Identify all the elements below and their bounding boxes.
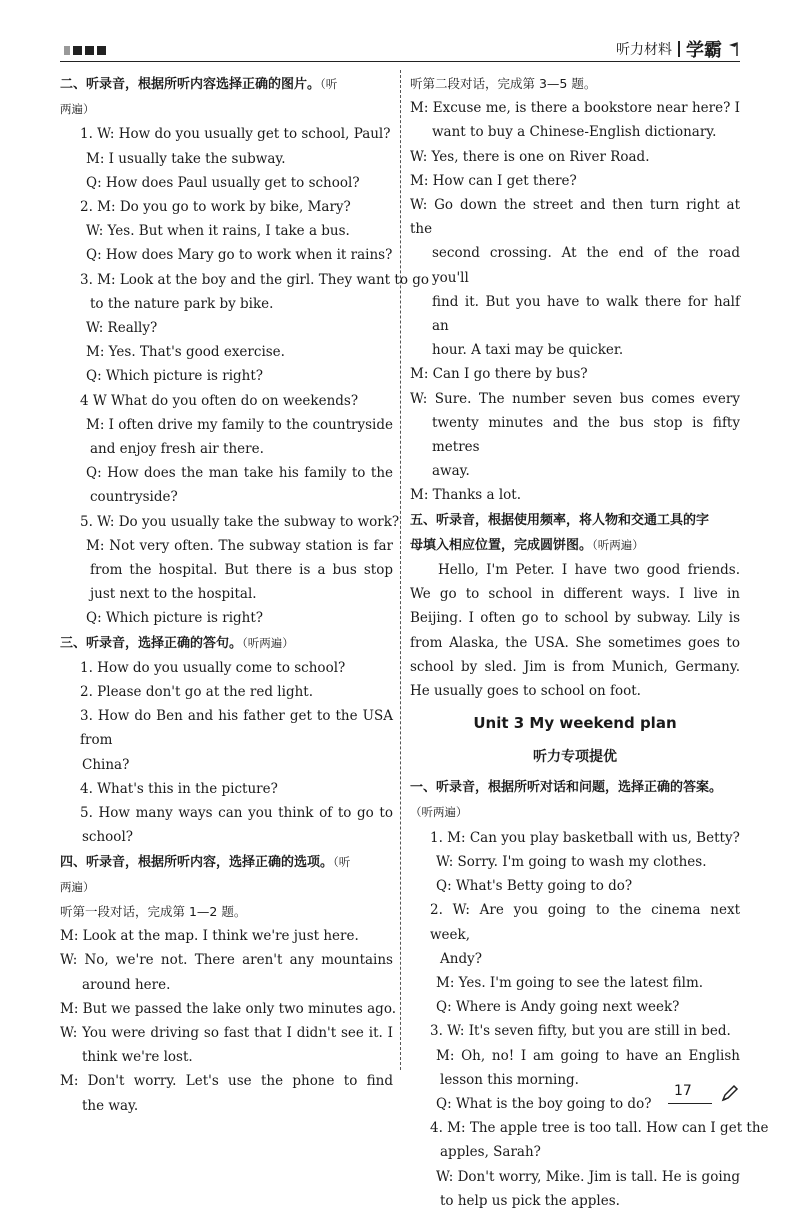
listen-times-note: （听 [333,854,351,869]
listen-times-note: （听 [320,77,338,91]
section-heading [410,533,740,558]
transcript-line: W: Sure. The number seven bus comes every [410,390,740,407]
transcript-line: Q: Where is Andy going next week? [436,999,680,1016]
transcript-line: Q: How does Mary go to work when it rains? [86,247,393,264]
section-heading [60,875,393,900]
header-squares-decoration [64,46,106,55]
transcript-line: 4. What's this in the picture? [80,780,278,797]
transcript-line: Q: What's Betty going to do? [436,878,633,895]
transcript-line: 4. M: The apple tree is too tall. How can I get the [430,1120,769,1137]
page-header [60,36,740,62]
transcript-line: around here. [82,976,171,993]
transcript-line: second crossing. At the end of the road you'll [432,245,740,286]
section-subheading: 听力专项提优 [533,749,617,766]
transcript-line: W: You were driving so fast that I didn't see it. I [60,1024,393,1041]
transcript-line: and enjoy fresh air there. [90,441,264,458]
transcript-line: 2. Please don't go at the red light. [80,684,314,701]
transcript-line: M: I usually take the subway. [86,150,286,167]
listen-times-note: （听两遍） [410,805,468,820]
transcript-line: find it. But you have to walk there for half an [432,293,740,335]
right-column-top [410,72,740,558]
header-right [616,36,740,62]
listen-times-note: （听两遍） [242,635,294,650]
pencil-icon [720,1083,740,1103]
listen-times-note: 两遍） [60,879,95,894]
listen-times-note: （听两遍） [592,537,644,552]
transcript-line: W: Go down the street and then turn right at the [410,197,740,238]
transcript-line: Q: Which picture is right? [86,368,264,385]
transcript-line: hour. A taxi may be quicker. [432,342,624,359]
transcript-line: school? [82,829,133,846]
transcript-line: just next to the hospital. [90,586,257,603]
transcript-line: apples, Sarah? [440,1144,541,1161]
transcript-line: M: But we passed the lake only two minutes ago. [60,1000,396,1017]
transcript-line: countryside? [90,489,178,506]
section-heading [410,775,740,800]
transcript-line: 1. How do you usually come to school? [80,659,346,676]
section-heading [410,508,740,533]
right-column [410,72,769,1213]
transcript-line: 4 W What do you often do on weekends? [80,392,359,409]
listen-times-note: 两遍） [60,102,95,117]
transcript-line: M: Don't worry. Let's use the phone to find [60,1073,393,1090]
brand-logo: 学霸 [686,40,722,61]
transcript-line: twenty minutes and the bus stop is fifty metres [432,414,740,456]
transcript-line: 3. How do Ben and his father get to the USA from [80,708,393,749]
transcript-line: Andy? [440,950,482,967]
transcript-line: 3. W: It's seven fifty, but you are still in bed. [430,1023,731,1040]
transcript-line: to help us pick the apples. [440,1192,620,1209]
section-heading [410,800,740,825]
transcript-line: want to buy a Chinese-English dictionary. [432,124,717,141]
footer-rule [668,1103,712,1104]
transcript-line: China? [82,756,130,773]
transcript-line: W: Yes. But when it rains, I take a bus. [86,223,350,240]
transcript-line: W: Sorry. I'm going to wash my clothes. [436,853,707,870]
section-heading [60,97,393,122]
transcript-line: Q: How does Paul usually get to school? [86,174,360,191]
transcript-line: W: Yes, there is one on River Road. [410,148,650,165]
transcript-line: the way. [82,1097,139,1114]
transcript-line: lesson this morning. [440,1071,579,1088]
transcript-line: from the hospital. But there is a bus stop [90,562,393,579]
column-divider [400,70,401,1070]
unit-title: Unit 3 My weekend plan [473,714,677,733]
section-heading-text: 五、听录音，根据使用频率，将人物和交通工具的字 [410,512,710,528]
page-footer [668,1083,740,1105]
section-heading-text: 四、听录音，根据所听内容，选择正确的选项。 [60,854,334,870]
section-heading-text: 母填入相应位置，完成圆饼图。 [410,537,593,553]
transcript-line: 2. M: Do you go to work by bike, Mary? [80,199,351,216]
dialogue-instruction: 听第一段对话，完成第 1—2 题。 [60,903,247,919]
transcript-line: Q: What is the boy going to do? [436,1095,652,1112]
transcript-line: M: Yes. I'm going to see the latest film. [436,974,704,991]
transcript-line: 5. W: Do you usually take the subway to work? [80,513,400,530]
header-separator [678,41,680,57]
right-column-bottom [410,775,769,1213]
transcript-line: M: Look at the map. I think we're just here. [60,928,359,945]
page-number: 17 [674,1083,692,1099]
transcript-line: M: Not very often. The subway station is far [86,537,393,554]
transcript-line: M: Yes. That's good exercise. [86,344,285,361]
transcript-line: 5. How many ways can you think of to go to [80,805,393,822]
section-heading-text: 一、听录音，根据所听对话和问题，选择正确的答案。 [410,780,723,796]
listening-passage: Hello, I'm Peter. I have two good friends. We go to school in different ways. I live in Beijing. I often go to school by subway. Lily is from Alaska, the USA. She sometimes goes to school by sled. Jim is from Munich, Germany. He usually goes to school on foot. [410,562,740,700]
transcript-line: 1. W: How do you usually get to school, Paul? [80,126,391,143]
transcript-line: Q: How does the man take his family to the [86,465,393,482]
transcript-line: M: Thanks a lot. [410,487,522,504]
transcript-line: W: Don't worry, Mike. Jim is tall. He is going [436,1168,740,1185]
section-heading-text: 二、听录音，根据所听内容选择正确的图片。 [60,77,321,92]
transcript-line: away. [432,463,470,480]
transcript-line: W: Really? [86,320,158,337]
dialogue-instruction: 听第二段对话，完成第 3—5 题。 [410,76,597,91]
transcript-line: W: No, we're not. There aren't any mountains [60,952,393,969]
transcript-line: M: How can I get there? [410,172,577,189]
section-heading [60,850,393,875]
transcript-line: M: Oh, no! I am going to have an English [436,1047,740,1064]
transcript-line: think we're lost. [82,1049,193,1066]
transcript-line: M: Excuse me, is there a bookstore near here? I [410,100,740,117]
section-heading-text: 三、听录音，选择正确的答句。 [60,635,243,651]
header-rule [60,61,740,62]
transcript-line: 3. M: Look at the boy and the girl. They want to go [80,271,430,288]
section-heading [60,631,393,656]
transcript-line: 1. M: Can you play basketball with us, Betty? [430,829,740,846]
graduation-cap-icon [728,41,740,57]
section-heading [60,72,393,97]
header-title: 听力材料 [616,42,672,58]
transcript-line: to the nature park by bike. [90,295,274,312]
left-column [60,72,430,1118]
transcript-line: M: I often drive my family to the countryside [86,416,393,433]
transcript-line: M: Can I go there by bus? [410,366,588,383]
transcript-line: 2. W: Are you going to the cinema next week, [430,902,740,943]
transcript-line: Q: Which picture is right? [86,610,264,627]
